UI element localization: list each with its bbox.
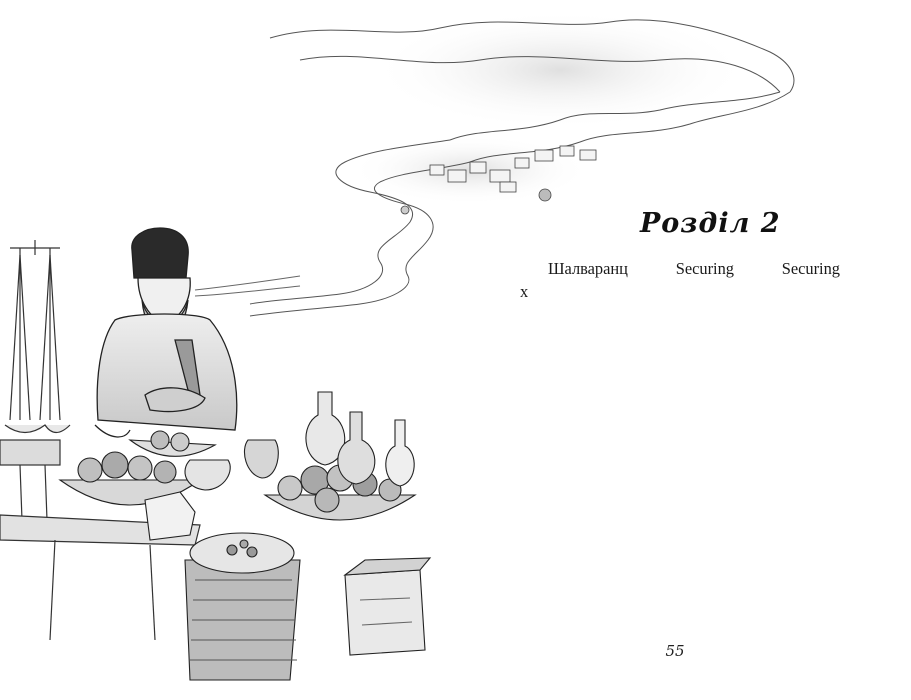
text-line [520,419,840,442]
woven-basket [185,533,300,680]
text-line [520,396,840,419]
text-line [520,350,840,373]
text-line [520,489,840,512]
text-line: Шалваранц Securing Securing [548,259,840,278]
text-line [520,327,840,350]
text-line [520,443,840,466]
text-line [520,373,840,396]
wooden-crate [345,558,430,655]
hanging-scale [5,240,70,433]
text-line [520,605,840,628]
text-line [520,512,840,535]
cheese-wheel [145,492,195,540]
text-line [520,466,840,489]
text-line [520,535,840,558]
page-number: 55 [665,642,685,660]
chapter-title: Розділ 2 [640,208,781,239]
chapter-body-text [520,257,840,674]
text-line [520,303,840,326]
smoke-trail [195,276,300,296]
old-man-figure [95,228,237,437]
text-line [520,582,840,605]
text-line [520,558,840,581]
text-line: x [520,282,529,302]
